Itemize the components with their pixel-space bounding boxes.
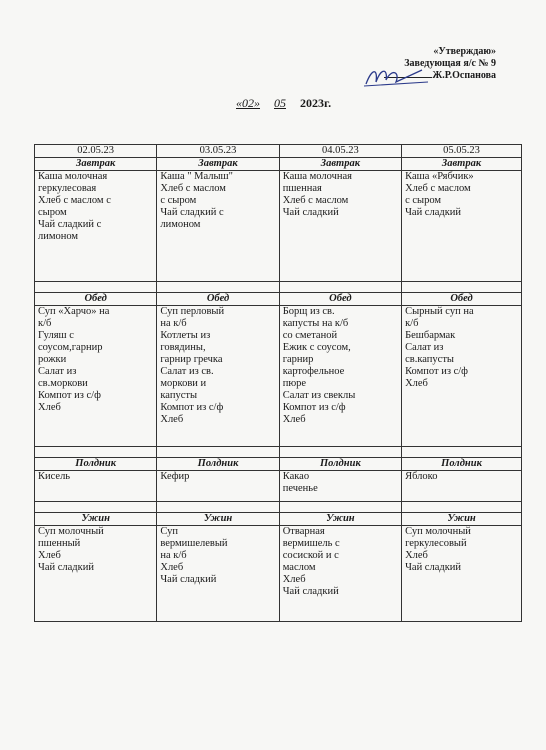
menu-line: Хлеб с маслом (282, 195, 349, 206)
spacer-cell (402, 447, 522, 458)
meal-label-row (35, 158, 522, 171)
menu-line: с сыром (160, 195, 197, 206)
signature-icon (362, 62, 432, 90)
menu-line: Хлеб с маслом (405, 183, 471, 194)
meal-cell (157, 306, 279, 447)
menu-line: гарнир гречка (160, 354, 223, 365)
menu-line: на к/б (160, 318, 187, 329)
menu-line: Хлеб (160, 562, 184, 573)
menu-line: вермишелевый (160, 538, 228, 549)
date-year: 2023г. (300, 96, 332, 110)
menu-line: сыром (38, 207, 67, 218)
column-date: 05.05.23 (402, 145, 522, 158)
meal-cell (402, 471, 522, 502)
spacer-cell (279, 447, 401, 458)
menu-line: к/б (38, 318, 52, 329)
menu-line: Котлеты из (160, 330, 211, 341)
meal-label: Обед (279, 293, 401, 306)
menu-line: Хлеб (38, 402, 61, 413)
meal-label: Полдник (402, 458, 522, 471)
menu-line: на к/б (160, 550, 187, 561)
menu-line: св.капусты (405, 354, 454, 365)
menu-line: Чай сладкий (405, 562, 462, 573)
menu-line: Чай сладкий (405, 207, 462, 218)
meal-label: Полдник (35, 458, 157, 471)
column-date: 02.05.23 (35, 145, 157, 158)
menu-line: Чай сладкий (160, 574, 217, 585)
menu-line: моркови и (160, 378, 207, 389)
menu-line: Компот из с/ф (282, 402, 346, 413)
menu-line: печенье (282, 483, 318, 494)
menu-line: Каша молочная (38, 171, 108, 182)
date-day: «02» (236, 96, 260, 110)
meal-label-row (35, 513, 522, 526)
menu-line: Компот из с/ф (38, 390, 101, 401)
approval-position: Заведующая я/с № 9 (404, 58, 496, 69)
meal-label: Завтрак (157, 158, 279, 171)
approval-name: Ж.Р.Оспанова (432, 70, 496, 81)
menu-line: Суп перловый (160, 306, 225, 317)
meal-cell (35, 471, 157, 502)
meal-label: Ужин (279, 513, 401, 526)
meal-label: Завтрак (402, 158, 522, 171)
spacer-cell (279, 502, 401, 513)
approval-date (236, 96, 331, 111)
meal-label-row (35, 293, 522, 306)
menu-line: капусты на к/б (282, 318, 349, 329)
spacer-cell (35, 282, 157, 293)
menu-line: к/б (405, 318, 419, 329)
menu-line: Суп молочный (405, 526, 471, 537)
menu-line: лимоном (38, 231, 79, 242)
meal-label: Ужин (157, 513, 279, 526)
menu-line: Салат из св. (160, 366, 214, 377)
meal-cell (35, 171, 157, 282)
meal-label: Завтрак (279, 158, 401, 171)
meal-label: Обед (402, 293, 522, 306)
menu-line: капусты (160, 390, 197, 401)
meal-cell (279, 526, 401, 622)
meal-cell (157, 526, 279, 622)
meal-cell (402, 306, 522, 447)
meal-label: Ужин (35, 513, 157, 526)
menu-line: картофельное (282, 366, 345, 377)
meal-label: Обед (35, 293, 157, 306)
spacer-cell (402, 282, 522, 293)
menu-line: сосиской и с (282, 550, 339, 561)
menu-line: Хлеб (282, 414, 306, 425)
menu-line: Компот из с/ф (160, 402, 224, 413)
spacer-cell (279, 282, 401, 293)
menu-line: лимоном (160, 219, 201, 230)
menu-line: пшенный (38, 538, 81, 549)
meal-label: Обед (157, 293, 279, 306)
menu-line: Какао (282, 471, 310, 482)
menu-line: Яблоко (405, 471, 438, 482)
menu-line: Чай сладкий с (38, 219, 102, 230)
date-row (35, 145, 522, 158)
menu-line: пшенная (282, 183, 322, 194)
menu-line: Чай сладкий (282, 586, 339, 597)
menu-line: Суп молочный (38, 526, 104, 537)
spacer-row (35, 447, 522, 458)
menu-line: Хлеб (405, 550, 428, 561)
approval-title: «Утверждаю» (433, 46, 496, 57)
menu-line: Компот из с/ф (405, 366, 468, 377)
menu-line: геркулесовая (38, 183, 97, 194)
meal-cell (279, 471, 401, 502)
menu-line: Борщ из св. (282, 306, 335, 317)
menu-line: Гуляш с (38, 330, 74, 341)
menu-line: гарнир (282, 354, 314, 365)
meal-label: Полдник (279, 458, 401, 471)
menu-line: Ежик с соусом, (282, 342, 351, 353)
menu-line: Хлеб (405, 378, 428, 389)
meal-items-row (35, 471, 522, 502)
menu-line: Сырный суп на (405, 306, 474, 317)
menu-line: рожки (38, 354, 67, 365)
menu-line: вермишель с (282, 538, 340, 549)
menu-line: Суп «Харчо» на (38, 306, 110, 317)
meal-cell (279, 306, 401, 447)
spacer-cell (157, 282, 279, 293)
meal-cell (35, 526, 157, 622)
menu-line: св.моркови (38, 378, 88, 389)
menu-line: соусом,гарнир (38, 342, 103, 353)
column-date: 04.05.23 (279, 145, 401, 158)
date-month: 05 (274, 96, 286, 110)
menu-line: Салат из (38, 366, 77, 377)
menu-line: Кефир (160, 471, 190, 482)
menu-line: пюре (282, 378, 307, 389)
meal-items-row (35, 306, 522, 447)
meal-label: Полдник (157, 458, 279, 471)
spacer-row (35, 282, 522, 293)
meal-cell (157, 171, 279, 282)
menu-line: Кисель (38, 471, 71, 482)
menu-line: геркулесовый (405, 538, 467, 549)
menu-line: Каша " Малыш" (160, 171, 233, 182)
menu-line: Хлеб (282, 574, 306, 585)
menu-line: со сметаной (282, 330, 338, 341)
spacer-cell (35, 447, 157, 458)
meal-items-row (35, 526, 522, 622)
menu-line: Чай сладкий (282, 207, 339, 218)
menu-line: Салат из свеклы (282, 390, 356, 401)
menu-line: Салат из (405, 342, 444, 353)
menu-table (34, 144, 522, 622)
spacer-cell (402, 502, 522, 513)
spacer-cell (157, 447, 279, 458)
spacer-cell (157, 502, 279, 513)
menu-line: Чай сладкий с (160, 207, 224, 218)
menu-line: маслом (282, 562, 316, 573)
spacer-row (35, 502, 522, 513)
meal-cell (35, 306, 157, 447)
meal-cell (402, 526, 522, 622)
meal-items-row (35, 171, 522, 282)
meal-cell (279, 171, 401, 282)
meal-cell (402, 171, 522, 282)
menu-line: говядины, (160, 342, 206, 353)
meal-label: Завтрак (35, 158, 157, 171)
spacer-cell (35, 502, 157, 513)
menu-line: Хлеб с маслом с (38, 195, 111, 206)
menu-line: Чай сладкий (38, 562, 94, 573)
menu-line: Отварная (282, 526, 325, 537)
meal-label-row (35, 458, 522, 471)
meal-label: Ужин (402, 513, 522, 526)
meal-cell (157, 471, 279, 502)
menu-line: Хлеб (160, 414, 184, 425)
menu-line: с сыром (405, 195, 442, 206)
menu-line: Бешбармак (405, 330, 456, 341)
menu-line: Каша «Рябчик» (405, 171, 474, 182)
column-date: 03.05.23 (157, 145, 279, 158)
menu-line: Хлеб с маслом (160, 183, 226, 194)
menu-line: Хлеб (38, 550, 61, 561)
menu-line: Каша молочная (282, 171, 352, 182)
menu-line: Суп (160, 526, 178, 537)
